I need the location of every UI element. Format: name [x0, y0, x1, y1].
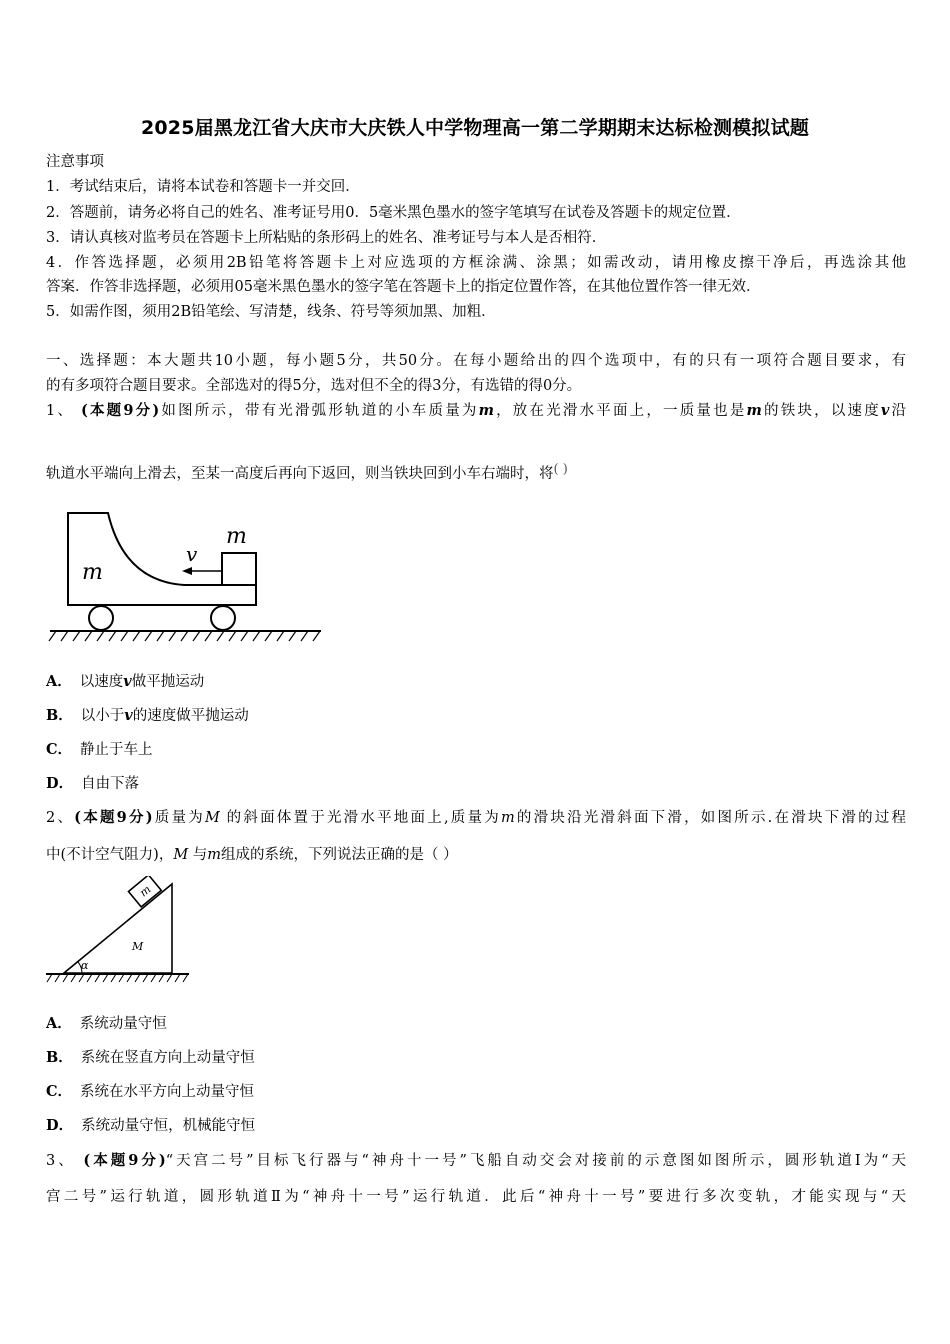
velocity-label: v	[186, 542, 198, 566]
option-text: 自由下落	[81, 776, 140, 792]
question-text: ，放在光滑水平面上，一质量也是	[493, 403, 747, 419]
question-text: 与	[188, 847, 208, 863]
question-number: 3、	[46, 1153, 76, 1169]
question-text: 轨道水平端向上滑去，至某一高度后再向下返回，则当铁块回到小车右端时，将	[46, 466, 554, 482]
option-label: C．	[46, 741, 73, 758]
angle-label: α	[81, 959, 89, 972]
block-mass-label: m	[137, 882, 154, 900]
section-heading-cont: 的有多项符合题目要求。全部选对的得5分，选对但不全的得3分，有选错的得0分。	[46, 378, 582, 394]
math-var: m	[478, 402, 494, 419]
question-1-line-1	[46, 401, 906, 421]
option-text: 做平抛运动	[131, 674, 205, 690]
option-b[interactable]	[46, 706, 249, 726]
question-tag: (本题9分)	[74, 809, 153, 826]
question-3-line-2: 宫二号”运行轨道，圆形轨道Ⅱ为“神舟十一号”运行轨道．此后“神舟十一号”要进行多次变轨，才能实现与“天	[46, 1189, 906, 1205]
notice-item: 1．考试结束后，请将本试卷和答题卡一并交回．	[46, 179, 360, 195]
notice-item: 3．请认真核对监考员在答题卡上所粘贴的条形码上的姓名、准考证号与本人是否相符．	[46, 230, 607, 246]
block-icon	[222, 553, 256, 585]
option-label: B．	[46, 707, 73, 724]
wedge-mass-label: M	[132, 940, 144, 953]
math-var: m	[746, 402, 762, 419]
option-text: 以小于	[80, 708, 125, 724]
notice-item: 4．作答选择题，必须用2B铅笔将答题卡上对应选项的方框涂满、涂黑；如需改动，请用橡皮擦干净后，再选涂其他	[46, 255, 906, 271]
question-tag: (本题9分)	[80, 402, 160, 419]
question-text: 质量为	[152, 810, 205, 826]
option-text: 静止于车上	[80, 742, 153, 758]
option-text: 的速度做平抛运动	[132, 708, 249, 724]
question-2-line-1	[46, 808, 906, 828]
question-text: 的斜面体置于光滑水平地面上,质量为	[219, 810, 501, 826]
question-text: “天宫二号”目标飞行器与“神舟十一号”飞船自动交会对接前的示意图如图所示，圆形轨道Ⅰ为“天	[165, 1153, 907, 1169]
question-number: 1、	[46, 403, 75, 419]
notice-item: 5．如需作图，须用2B铅笔绘、写清楚，线条、符号等须加黑、加粗．	[46, 304, 496, 320]
question-number: 2、	[46, 810, 75, 826]
answer-blank: ( )	[553, 462, 568, 477]
option-c[interactable]	[46, 1082, 254, 1102]
notice-heading: 注意事项	[46, 154, 104, 170]
math-var: v	[123, 673, 132, 690]
question-text: 如图所示，带有光滑弧形轨道的小车质量为	[159, 403, 479, 419]
question-text: 沿	[889, 403, 907, 419]
math-var: v	[124, 707, 133, 724]
option-c[interactable]	[46, 740, 153, 760]
option-text: 系统动量守恒	[79, 1016, 167, 1032]
notice-item: 2．答题前，请务必将自己的姓名、准考证号用0．5毫米黑色墨水的签字笔填写在试卷及答题卡的规定位置．	[46, 205, 741, 221]
option-b[interactable]	[46, 1048, 255, 1068]
option-text: 系统在竖直方向上动量守恒	[80, 1050, 255, 1066]
option-label: A．	[46, 673, 72, 690]
math-var: m	[500, 810, 515, 826]
car-mass-label: m	[82, 560, 103, 585]
section-heading: 一、选择题：本大题共10小题，每小题5分，共50分。在每小题给出的四个选项中，有的只有一项符合题目要求，有	[46, 353, 906, 369]
option-label: A．	[46, 1015, 72, 1032]
cart-figure	[46, 505, 326, 655]
option-d[interactable]	[46, 774, 139, 794]
wheel-icon	[211, 606, 235, 630]
option-label: B．	[46, 1049, 73, 1066]
math-var: v	[880, 402, 890, 419]
question-text: 的滑块沿光滑斜面下滑，如图所示.在滑块下滑的过程	[514, 810, 907, 826]
question-text: 组成的系统，下列说法正确的是（ ）	[221, 847, 458, 863]
question-text: 的铁块，以速度	[761, 403, 881, 419]
question-tag: (本题9分)	[83, 1152, 166, 1169]
arrow-icon	[182, 567, 192, 575]
option-a[interactable]	[46, 672, 204, 692]
math-var: m	[207, 847, 222, 863]
question-3-line-1	[46, 1151, 906, 1171]
question-text: 中(不计空气阻力)，	[46, 847, 174, 863]
page-title: 2025届黑龙江省大庆市大庆铁人中学物理高一第二学期期末达标检测模拟试题	[140, 117, 810, 139]
question-2-line-2	[46, 845, 458, 865]
question-1-line-2	[46, 464, 568, 485]
math-var: M	[173, 847, 189, 863]
wheel-icon	[89, 606, 113, 630]
incline-figure	[44, 876, 194, 988]
option-text: 以速度	[79, 674, 124, 690]
notice-item: 答案．作答非选择题，必须用05毫米黑色墨水的签字笔在答题卡上的指定位置作答，在其他位置作答一律无效．	[46, 279, 761, 295]
option-d[interactable]	[46, 1116, 255, 1136]
math-var: M	[204, 810, 220, 826]
option-a[interactable]	[46, 1014, 167, 1034]
option-label: D．	[46, 1117, 74, 1134]
option-label: C．	[46, 1083, 73, 1100]
option-label: D．	[46, 775, 74, 792]
block-mass-label: m	[226, 524, 247, 549]
option-text: 系统在水平方向上动量守恒	[80, 1084, 255, 1100]
option-text: 系统动量守恒，机械能守恒	[81, 1118, 256, 1134]
